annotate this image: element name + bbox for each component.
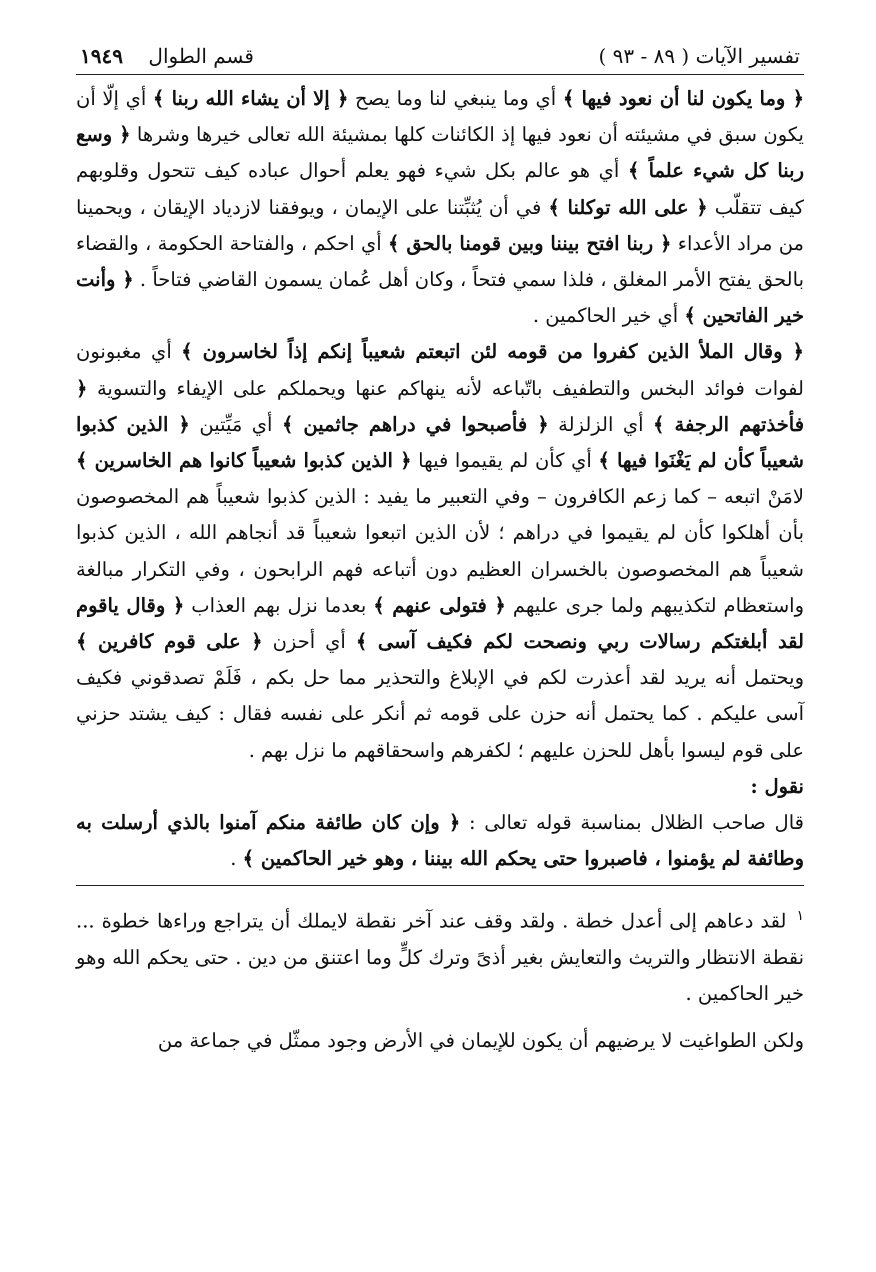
text-run: ﴿ وأنت خير الفاتحين ﴾ xyxy=(76,268,804,328)
text-run: أي مَيِّتين xyxy=(189,412,282,436)
page-header xyxy=(76,44,804,75)
text-run: أي احكم ، والفتاحة الحكومة ، والقضاء بالحق يفتح الأمر المغلق ، فلذا سمي فتحاً ، وكان أهل عُمان يسمون القاضي فتاحاً . xyxy=(76,231,804,292)
text-run: أي هو عالم بكل شيء فهو يعلم أحوال عباده كيف تتحول وقلوبهم كيف تتقلّب xyxy=(76,159,805,219)
text-run: أي مغبونون لفوات فوائد البخس والتطفيف باتّباعه لأنه ينهاكم عنها ويحملكم على الإيفاء والتسوية xyxy=(76,340,804,400)
body-text xyxy=(76,81,804,1059)
separator-rule xyxy=(76,885,804,886)
text-run: ﴿ وقال ياقوم لقد أبلغتكم رسالات ربي ونصحت لكم فكيف آسى ﴾ xyxy=(76,593,804,654)
text-run: قال صاحب الظلال بمناسبة قوله تعالى : xyxy=(460,811,804,835)
text-run: أي أحزن xyxy=(262,630,356,654)
text-run: ﴿ ربنا افتح بيننا وبين قومنا بالحق ﴾ xyxy=(388,231,672,255)
footnote-number: ١ xyxy=(796,908,804,925)
text-run: . xyxy=(230,847,243,871)
footnote-text: لقد دعاهم إلى أعدل خطة . ولقد وقف عند آخر نقطة لايملك أن يتراجع وراءها خطوة ... نقطة الانتظار والتريث والتعايش بغير أذىً وترك كلٍّ وما اعتنق من دين . حتى يحكم الله وهو خير الحاكمين . xyxy=(76,909,804,1006)
text-run: أي الزلزلة xyxy=(548,412,654,436)
text-run: لامَنْ اتبعه – كما زعم الكافرون – وفي التعبير ما يفيد : الذين كذبوا شعيباً هم المخصوصون بأن أهلكوا كأن لم يقيموا في دراهم ؛ لأن الذين اتبعوا شعيباً قد أنجاهم الله ، الذين كذبوا شعيباً هم المخصوصون بالخسران العظيم دون أتباعه فهم الرابحون ، وفي التكرار مبالغة واستعظام لتكذيبهم ولما جرى عليهم xyxy=(76,485,804,617)
text-run: ﴿ فتولى عنهم ﴾ xyxy=(373,593,506,617)
running-title: تفسير الآيات ( ٨٩ - ٩٣ ) xyxy=(598,44,800,68)
text-run: في أن يُثبِّتنا على الإيمان ، ويوفقنا لازدياد الإيقان ، ويحمينا من مراد الأعداء xyxy=(76,195,804,255)
text-run: ﴿ وقال الملأ الذين كفروا من قومه لئن اتبعتم شعيباً إنكم إذاً لخاسرون ﴾ xyxy=(181,340,804,364)
text-run: أي خير الحاكمين . xyxy=(532,304,685,328)
spacer xyxy=(76,1013,804,1023)
text-run: أي إلّا أن يكون سبق في مشيئته أن نعود فيها إذ الكائنات كلها بمشيئة الله تعالى خيرها وشرها xyxy=(76,87,804,147)
quote-paragraph xyxy=(76,805,804,877)
text-run: ﴿ الذين كذبوا شعيباً كانوا هم الخاسرين ﴾ xyxy=(76,449,412,473)
text-run: ﴿ الذين كذبوا شعيباً كأن لم يَغْنَوا فيها ﴾ xyxy=(76,412,804,473)
text-run: ﴿ وما يكون لنا أن نعود فيها ﴾ xyxy=(562,87,804,110)
text-run: ﴿ على الله توكلنا ﴾ xyxy=(548,195,708,219)
text-run: ﴿ وسع ربنا كل شيء علماً ﴾ xyxy=(76,123,804,183)
paragraph-2 xyxy=(76,334,804,768)
text-run: بعدما نزل بهم العذاب xyxy=(184,593,374,617)
text-run: ﴿ فأصبحوا في دراهم جاثمين ﴾ xyxy=(281,412,549,436)
text-run: ويحتمل أنه يريد لقد أعذرت لكم في الإبلاغ والتحذير مما حل بكم ، فَلَمْ تصدقوني فكيف آسى عليكم . كما يحتمل أنه حزن على قومه ثم أنكر على نفسه فقال : كيف يشتد حزني على قوم ليسوا بأهل للحزن عليهم ؛ لكفرهم واسحقاقهم ما نزل بهم . xyxy=(76,666,804,762)
paragraph-1 xyxy=(76,81,804,334)
text-run: ﴿ على قوم كافرين ﴾ xyxy=(76,630,263,654)
text-run: أي وما ينبغي لنا وما يصح xyxy=(348,87,563,110)
text-run: ﴿ وإن كان طائفة منكم آمنوا بالذي أرسلت به وطائفة لم يؤمنوا ، فاصبروا حتى يحكم الله بيننا ، وهو خير الحاكمين ﴾ xyxy=(76,811,804,871)
last-paragraph: ولكن الطواغيت لا يرضيهم أن يكون للإيمان في الأرض وجود ممثّل في جماعة من xyxy=(157,1028,804,1052)
text-run: ﴿ إلا أن يشاء الله ربنا ﴾ xyxy=(152,87,349,110)
text-run: ﴿ فأخذتهم الرجفة ﴾ xyxy=(76,376,805,436)
section-name: قسم الطوال xyxy=(148,44,254,68)
text-run: أي كأن لم يقيموا فيها xyxy=(411,449,599,473)
page-number: ١٩٤٩ xyxy=(80,44,123,68)
section-heading: نقول : xyxy=(750,774,804,798)
footnote xyxy=(76,898,804,1012)
section-info xyxy=(80,44,254,68)
